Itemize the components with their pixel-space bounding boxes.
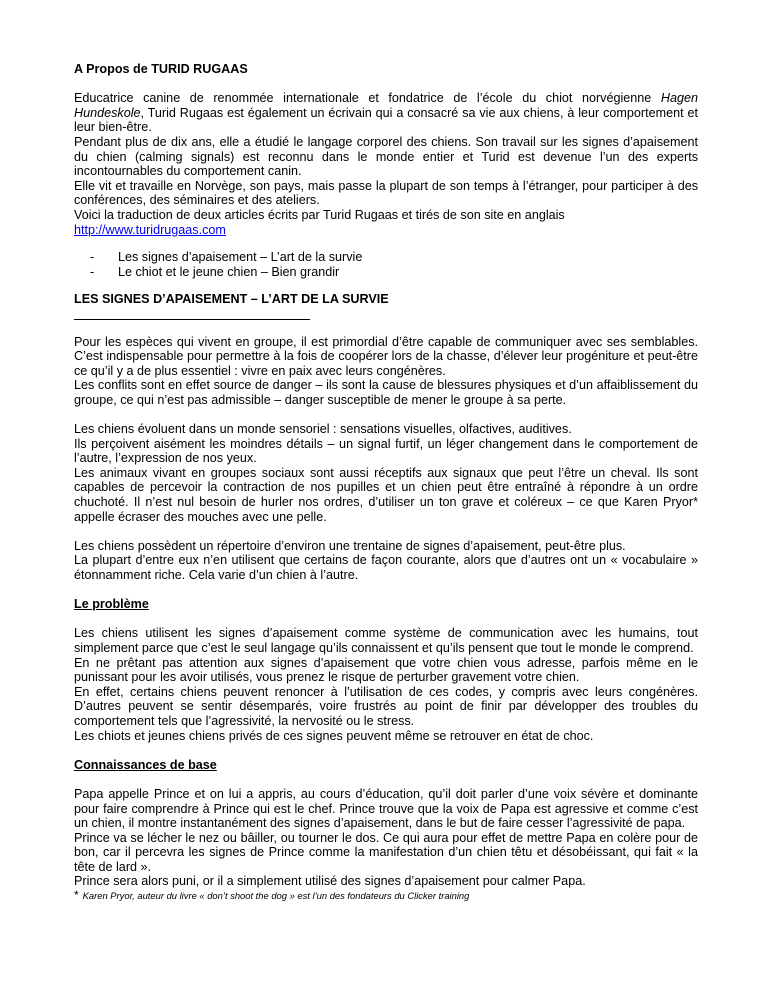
article-paragraph: Ils perçoivent aisément les moindres détails – un signal furtif, un léger changement dans le comportement de l’autre, l’expression de nos yeux. [74, 436, 698, 466]
about-paragraph-1: Educatrice canine de renommée internationale et fondatrice de l’école du chiot norvégienne Hagen Hundeskole, Turid Rugaas est également un écrivain qui a consacré sa vie aux chiens, à leur comportement et leur bien-être. [74, 91, 698, 135]
problem-paragraph: Les chiots et jeunes chiens privés de ces signes peuvent même se retrouver en état de choc. [74, 728, 594, 743]
about-paragraph-3: Elle vit et travaille en Norvège, son pays, mais passe la plupart de son temps à l’étranger, pour participer à des conférences, des séminaires et des ateliers. [74, 178, 698, 208]
list-item: - Les signes d’apaisement – L’art de la survie [90, 250, 363, 265]
basics-paragraph: Prince va se lécher le nez ou bâiller, ou tourner le dos. Ce qui aura pour effet de mettre Papa en colère pour de bon, car il percevra les signes de Prince comme la manifestation d’un chien têtu et désobéissant, qui fait « la tête de lard ». [74, 830, 698, 874]
website-link[interactable]: http://www.turidrugaas.com [74, 222, 226, 237]
article-list [74, 250, 698, 279]
about-paragraph-4: Voici la traduction de deux articles écrits par Turid Rugaas et tirés de son site en anglais [74, 207, 565, 222]
problem-paragraph: Les chiens utilisent les signes d’apaisement comme système de communication avec les humains, tout simplement parce que c’est le seul langage qu’ils connaissent et qu’ils pensent que tout le monde le comprend. [74, 626, 698, 655]
footnote [74, 889, 698, 902]
problem-paragraph: En effet, certains chiens peuvent renoncer à l’utilisation de ces codes, y compris avec leurs congénères. D’autres peuvent se sentir désemparés, voire frustrés au point de finir par développer des troubles du comportement tels que l’agressivité, la nervosité ou le stress. [74, 684, 698, 728]
footnote-text: Karen Pryor, auteur du livre « don’t shoot the dog » est l’un des fondateurs du Clicker training [82, 890, 470, 902]
basics-heading: Connaissances de base [74, 757, 217, 772]
article-paragraph: Les conflits sont en effet source de danger – ils sont la cause de blessures physiques et d’un affaiblissement du groupe, ce qui n’est pas admissible – danger susceptible de mener le groupe à sa perte. [74, 378, 698, 407]
about-paragraph-2: Pendant plus de dix ans, elle a étudié le langage corporel des chiens. Son travail sur les signes d’apaisement du chien (calming signals) est reconnu dans le monde entier et Turid est devenue l’un des experts incontournables du comportement canin. [74, 134, 698, 179]
problem-heading: Le problème [74, 597, 149, 612]
about-title: A Propos de TURID RUGAAS [74, 62, 248, 76]
basics-paragraph: Prince sera alors puni, or il a simplement utilisé des signes d’apaisement pour calmer Papa. [74, 874, 586, 889]
article-paragraph: Les chiens évoluent dans un monde sensoriel : sensations visuelles, olfactives, auditives. [74, 422, 572, 437]
footnote-marker: * [74, 888, 79, 903]
list-item: - Le chiot et le jeune chien – Bien grandir [90, 264, 340, 279]
problem-paragraph: En ne prêtant pas attention aux signes d’apaisement que votre chien vous adresse, parfois même en le punissant pour les avoir utilisés, vous prenez le risque de perturber gravement votre chien. [74, 655, 698, 685]
article-paragraph: Les chiens possèdent un répertoire d’environ une trentaine de signes d’apaisement, peut-être plus. [74, 538, 626, 553]
document-page [74, 62, 698, 902]
basics-paragraph: Papa appelle Prince et on lui a appris, au cours d’éducation, qu’il doit parler d’une voix sévère et dominante pour faire comprendre à Prince qui est le chef. Prince trouve que la voix de Papa est agressive et comme c’est un chien, il montre instantanément des signes d’apaisement, dans le but de faire cesser l’agressivité de papa. [74, 786, 698, 831]
article-title: LES SIGNES D’APAISEMENT – L’ART DE LA SURVIE [74, 292, 389, 307]
article-paragraph: Les animaux vivant en groupes sociaux sont aussi réceptifs aux signaux que peut l’être un cheval. Ils sont capables de percevoir la contraction de nos pupilles et un chien peut être entraîné à répondre à un ordre chuchoté. Il n’est nul besoin de hurler nos ordres, d’utiliser un ton grave et coléreux – ce que Karen Pryor* appelle écraser des mouches avec une pelle. [74, 465, 698, 524]
article-paragraph: La plupart d’entre eux n’en utilisent que certains de façon courante, alors que d’autres ont un « vocabulaire » étonnamment riche. Cela varie d’un chien à l’autre. [74, 553, 698, 582]
article-paragraph: Pour les espèces qui vivent en groupe, il est primordial d’être capable de communiquer avec ses semblables. C’est indispensable pour permettre à la fois de coopérer lors de la chasse, d’élever leur progéniture et peut-être ce qu’il y a de plus essentiel : vivre en paix avec leurs congénères. [74, 334, 698, 378]
school-name: Hagen Hundeskole [74, 91, 698, 120]
